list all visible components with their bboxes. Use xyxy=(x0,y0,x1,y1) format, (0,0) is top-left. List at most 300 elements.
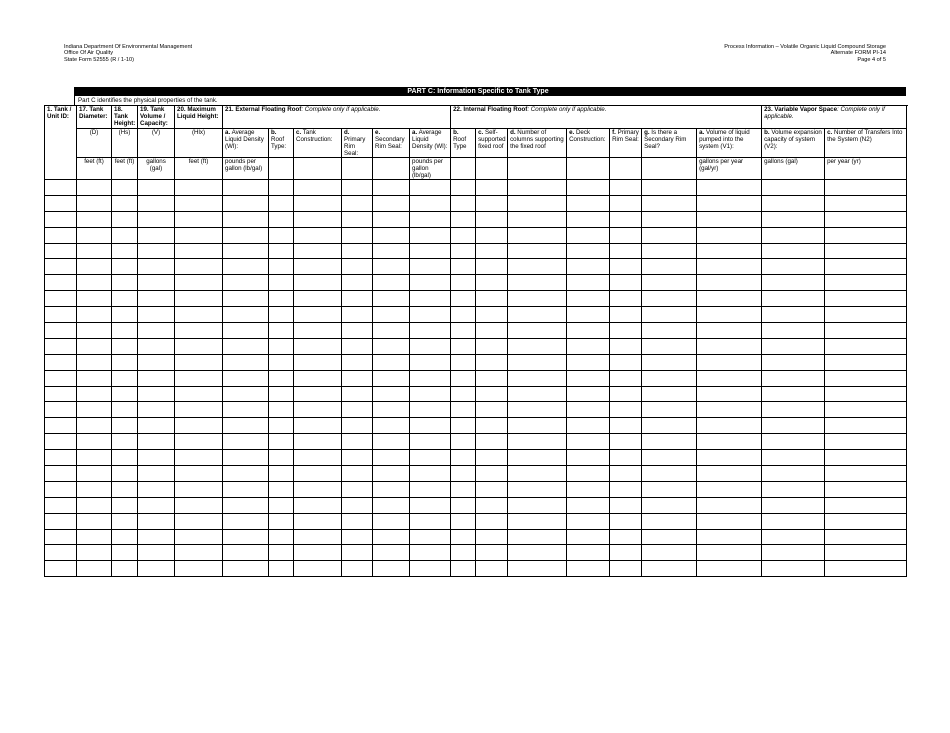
entry-cell[interactable] xyxy=(451,211,476,227)
entry-cell[interactable] xyxy=(77,307,112,323)
entry-cell[interactable] xyxy=(112,529,138,545)
entry-cell[interactable] xyxy=(508,370,567,386)
entry-cell[interactable] xyxy=(77,434,112,450)
entry-cell[interactable] xyxy=(373,386,410,402)
entry-cell[interactable] xyxy=(825,529,907,545)
entry-cell[interactable] xyxy=(410,338,451,354)
entry-cell[interactable] xyxy=(223,497,269,513)
entry-cell[interactable] xyxy=(294,354,342,370)
entry-cell[interactable] xyxy=(45,402,77,418)
entry-cell[interactable] xyxy=(642,418,697,434)
entry-cell[interactable] xyxy=(373,497,410,513)
entry-cell[interactable] xyxy=(476,370,508,386)
entry-cell[interactable] xyxy=(642,386,697,402)
entry-cell[interactable] xyxy=(45,466,77,482)
entry-cell[interactable] xyxy=(342,243,373,259)
entry-cell[interactable] xyxy=(642,338,697,354)
entry-cell[interactable] xyxy=(508,497,567,513)
entry-cell[interactable] xyxy=(476,259,508,275)
entry-cell[interactable] xyxy=(451,450,476,466)
entry-cell[interactable] xyxy=(269,497,294,513)
entry-cell[interactable] xyxy=(269,338,294,354)
entry-cell[interactable] xyxy=(451,354,476,370)
entry-cell[interactable] xyxy=(410,291,451,307)
entry-cell[interactable] xyxy=(697,211,762,227)
entry-cell[interactable] xyxy=(697,307,762,323)
entry-cell[interactable] xyxy=(138,513,175,529)
entry-cell[interactable] xyxy=(223,466,269,482)
entry-cell[interactable] xyxy=(45,386,77,402)
entry-cell[interactable] xyxy=(77,354,112,370)
entry-cell[interactable] xyxy=(697,354,762,370)
entry-cell[interactable] xyxy=(373,545,410,561)
entry-cell[interactable] xyxy=(410,211,451,227)
entry-cell[interactable] xyxy=(138,402,175,418)
entry-cell[interactable] xyxy=(476,180,508,196)
entry-cell[interactable] xyxy=(567,275,610,291)
entry-cell[interactable] xyxy=(825,323,907,339)
entry-cell[interactable] xyxy=(762,529,825,545)
entry-cell[interactable] xyxy=(410,481,451,497)
entry-cell[interactable] xyxy=(342,354,373,370)
entry-cell[interactable] xyxy=(825,195,907,211)
entry-cell[interactable] xyxy=(175,338,223,354)
entry-cell[interactable] xyxy=(451,227,476,243)
entry-cell[interactable] xyxy=(451,323,476,339)
entry-cell[interactable] xyxy=(342,545,373,561)
entry-cell[interactable] xyxy=(567,418,610,434)
entry-cell[interactable] xyxy=(762,386,825,402)
entry-cell[interactable] xyxy=(825,497,907,513)
entry-cell[interactable] xyxy=(642,370,697,386)
entry-cell[interactable] xyxy=(45,497,77,513)
entry-cell[interactable] xyxy=(825,418,907,434)
entry-cell[interactable] xyxy=(373,195,410,211)
entry-cell[interactable] xyxy=(342,402,373,418)
entry-cell[interactable] xyxy=(269,275,294,291)
entry-cell[interactable] xyxy=(373,513,410,529)
entry-cell[interactable] xyxy=(697,259,762,275)
entry-cell[interactable] xyxy=(410,386,451,402)
entry-cell[interactable] xyxy=(269,243,294,259)
entry-cell[interactable] xyxy=(77,545,112,561)
entry-cell[interactable] xyxy=(269,323,294,339)
entry-cell[interactable] xyxy=(610,195,642,211)
entry-cell[interactable] xyxy=(175,497,223,513)
entry-cell[interactable] xyxy=(697,386,762,402)
entry-cell[interactable] xyxy=(451,545,476,561)
entry-cell[interactable] xyxy=(175,402,223,418)
entry-cell[interactable] xyxy=(476,275,508,291)
entry-cell[interactable] xyxy=(175,323,223,339)
entry-cell[interactable] xyxy=(642,307,697,323)
entry-cell[interactable] xyxy=(45,545,77,561)
entry-cell[interactable] xyxy=(762,307,825,323)
entry-cell[interactable] xyxy=(610,386,642,402)
entry-cell[interactable] xyxy=(508,195,567,211)
entry-cell[interactable] xyxy=(567,291,610,307)
entry-cell[interactable] xyxy=(373,323,410,339)
entry-cell[interactable] xyxy=(112,275,138,291)
entry-cell[interactable] xyxy=(138,291,175,307)
entry-cell[interactable] xyxy=(476,561,508,577)
entry-cell[interactable] xyxy=(697,291,762,307)
entry-cell[interactable] xyxy=(138,275,175,291)
entry-cell[interactable] xyxy=(112,450,138,466)
entry-cell[interactable] xyxy=(476,195,508,211)
entry-cell[interactable] xyxy=(642,481,697,497)
entry-cell[interactable] xyxy=(451,291,476,307)
entry-cell[interactable] xyxy=(175,434,223,450)
entry-cell[interactable] xyxy=(112,561,138,577)
entry-cell[interactable] xyxy=(451,386,476,402)
entry-cell[interactable] xyxy=(410,434,451,450)
entry-cell[interactable] xyxy=(476,211,508,227)
entry-cell[interactable] xyxy=(45,259,77,275)
entry-cell[interactable] xyxy=(642,561,697,577)
entry-cell[interactable] xyxy=(45,180,77,196)
entry-cell[interactable] xyxy=(567,307,610,323)
entry-cell[interactable] xyxy=(373,259,410,275)
entry-cell[interactable] xyxy=(642,195,697,211)
entry-cell[interactable] xyxy=(508,338,567,354)
entry-cell[interactable] xyxy=(410,275,451,291)
entry-cell[interactable] xyxy=(610,323,642,339)
entry-cell[interactable] xyxy=(610,211,642,227)
entry-cell[interactable] xyxy=(508,354,567,370)
entry-cell[interactable] xyxy=(342,211,373,227)
entry-cell[interactable] xyxy=(45,323,77,339)
entry-cell[interactable] xyxy=(294,434,342,450)
entry-cell[interactable] xyxy=(410,259,451,275)
entry-cell[interactable] xyxy=(77,529,112,545)
entry-cell[interactable] xyxy=(175,545,223,561)
entry-cell[interactable] xyxy=(642,529,697,545)
entry-cell[interactable] xyxy=(762,481,825,497)
entry-cell[interactable] xyxy=(567,386,610,402)
entry-cell[interactable] xyxy=(610,227,642,243)
entry-cell[interactable] xyxy=(567,370,610,386)
entry-cell[interactable] xyxy=(451,529,476,545)
entry-cell[interactable] xyxy=(825,450,907,466)
entry-cell[interactable] xyxy=(294,323,342,339)
entry-cell[interactable] xyxy=(567,180,610,196)
entry-cell[interactable] xyxy=(45,307,77,323)
entry-cell[interactable] xyxy=(825,561,907,577)
entry-cell[interactable] xyxy=(112,513,138,529)
entry-cell[interactable] xyxy=(508,561,567,577)
entry-cell[interactable] xyxy=(762,434,825,450)
entry-cell[interactable] xyxy=(294,481,342,497)
entry-cell[interactable] xyxy=(508,481,567,497)
entry-cell[interactable] xyxy=(175,386,223,402)
entry-cell[interactable] xyxy=(610,354,642,370)
entry-cell[interactable] xyxy=(825,481,907,497)
entry-cell[interactable] xyxy=(138,497,175,513)
entry-cell[interactable] xyxy=(451,466,476,482)
entry-cell[interactable] xyxy=(269,386,294,402)
entry-cell[interactable] xyxy=(112,323,138,339)
entry-cell[interactable] xyxy=(567,545,610,561)
entry-cell[interactable] xyxy=(175,195,223,211)
entry-cell[interactable] xyxy=(269,227,294,243)
entry-cell[interactable] xyxy=(476,466,508,482)
entry-cell[interactable] xyxy=(762,275,825,291)
entry-cell[interactable] xyxy=(138,450,175,466)
entry-cell[interactable] xyxy=(508,211,567,227)
entry-cell[interactable] xyxy=(175,180,223,196)
entry-cell[interactable] xyxy=(697,338,762,354)
entry-cell[interactable] xyxy=(567,529,610,545)
entry-cell[interactable] xyxy=(610,497,642,513)
entry-cell[interactable] xyxy=(223,450,269,466)
entry-cell[interactable] xyxy=(508,259,567,275)
entry-cell[interactable] xyxy=(410,545,451,561)
entry-cell[interactable] xyxy=(476,529,508,545)
entry-cell[interactable] xyxy=(410,307,451,323)
entry-cell[interactable] xyxy=(45,370,77,386)
entry-cell[interactable] xyxy=(508,291,567,307)
entry-cell[interactable] xyxy=(294,307,342,323)
entry-cell[interactable] xyxy=(642,180,697,196)
entry-cell[interactable] xyxy=(508,243,567,259)
entry-cell[interactable] xyxy=(77,450,112,466)
entry-cell[interactable] xyxy=(610,243,642,259)
entry-cell[interactable] xyxy=(610,370,642,386)
entry-cell[interactable] xyxy=(642,434,697,450)
entry-cell[interactable] xyxy=(342,386,373,402)
entry-cell[interactable] xyxy=(45,513,77,529)
entry-cell[interactable] xyxy=(223,195,269,211)
entry-cell[interactable] xyxy=(697,227,762,243)
entry-cell[interactable] xyxy=(508,529,567,545)
entry-cell[interactable] xyxy=(476,243,508,259)
entry-cell[interactable] xyxy=(112,307,138,323)
entry-cell[interactable] xyxy=(825,307,907,323)
entry-cell[interactable] xyxy=(112,386,138,402)
entry-cell[interactable] xyxy=(45,529,77,545)
entry-cell[interactable] xyxy=(269,450,294,466)
entry-cell[interactable] xyxy=(825,354,907,370)
entry-cell[interactable] xyxy=(223,291,269,307)
entry-cell[interactable] xyxy=(762,195,825,211)
entry-cell[interactable] xyxy=(77,259,112,275)
entry-cell[interactable] xyxy=(269,545,294,561)
entry-cell[interactable] xyxy=(762,211,825,227)
entry-cell[interactable] xyxy=(410,180,451,196)
entry-cell[interactable] xyxy=(567,450,610,466)
entry-cell[interactable] xyxy=(45,418,77,434)
entry-cell[interactable] xyxy=(410,418,451,434)
entry-cell[interactable] xyxy=(269,354,294,370)
entry-cell[interactable] xyxy=(223,418,269,434)
entry-cell[interactable] xyxy=(825,545,907,561)
entry-cell[interactable] xyxy=(697,561,762,577)
entry-cell[interactable] xyxy=(175,450,223,466)
entry-cell[interactable] xyxy=(451,195,476,211)
entry-cell[interactable] xyxy=(373,180,410,196)
entry-cell[interactable] xyxy=(762,227,825,243)
entry-cell[interactable] xyxy=(476,418,508,434)
entry-cell[interactable] xyxy=(451,402,476,418)
entry-cell[interactable] xyxy=(610,545,642,561)
entry-cell[interactable] xyxy=(451,370,476,386)
entry-cell[interactable] xyxy=(373,370,410,386)
entry-cell[interactable] xyxy=(77,370,112,386)
entry-cell[interactable] xyxy=(697,481,762,497)
entry-cell[interactable] xyxy=(112,291,138,307)
entry-cell[interactable] xyxy=(697,545,762,561)
entry-cell[interactable] xyxy=(451,434,476,450)
entry-cell[interactable] xyxy=(410,513,451,529)
entry-cell[interactable] xyxy=(476,386,508,402)
entry-cell[interactable] xyxy=(697,450,762,466)
entry-cell[interactable] xyxy=(223,402,269,418)
entry-cell[interactable] xyxy=(138,418,175,434)
entry-cell[interactable] xyxy=(642,545,697,561)
entry-cell[interactable] xyxy=(697,513,762,529)
entry-cell[interactable] xyxy=(567,434,610,450)
entry-cell[interactable] xyxy=(342,259,373,275)
entry-cell[interactable] xyxy=(223,386,269,402)
entry-cell[interactable] xyxy=(175,481,223,497)
entry-cell[interactable] xyxy=(138,211,175,227)
entry-cell[interactable] xyxy=(642,259,697,275)
entry-cell[interactable] xyxy=(508,227,567,243)
entry-cell[interactable] xyxy=(508,402,567,418)
entry-cell[interactable] xyxy=(269,513,294,529)
entry-cell[interactable] xyxy=(410,561,451,577)
entry-cell[interactable] xyxy=(342,370,373,386)
entry-cell[interactable] xyxy=(77,275,112,291)
entry-cell[interactable] xyxy=(373,450,410,466)
entry-cell[interactable] xyxy=(825,180,907,196)
entry-cell[interactable] xyxy=(451,338,476,354)
entry-cell[interactable] xyxy=(77,243,112,259)
entry-cell[interactable] xyxy=(175,561,223,577)
entry-cell[interactable] xyxy=(373,466,410,482)
entry-cell[interactable] xyxy=(294,545,342,561)
entry-cell[interactable] xyxy=(112,243,138,259)
entry-cell[interactable] xyxy=(762,466,825,482)
entry-cell[interactable] xyxy=(342,434,373,450)
entry-cell[interactable] xyxy=(112,354,138,370)
entry-cell[interactable] xyxy=(762,450,825,466)
entry-cell[interactable] xyxy=(294,291,342,307)
entry-cell[interactable] xyxy=(642,450,697,466)
entry-cell[interactable] xyxy=(138,529,175,545)
entry-cell[interactable] xyxy=(223,545,269,561)
entry-cell[interactable] xyxy=(294,243,342,259)
entry-cell[interactable] xyxy=(451,307,476,323)
entry-cell[interactable] xyxy=(476,450,508,466)
entry-cell[interactable] xyxy=(223,370,269,386)
entry-cell[interactable] xyxy=(373,481,410,497)
entry-cell[interactable] xyxy=(373,354,410,370)
entry-cell[interactable] xyxy=(762,338,825,354)
entry-cell[interactable] xyxy=(138,259,175,275)
entry-cell[interactable] xyxy=(45,211,77,227)
entry-cell[interactable] xyxy=(138,481,175,497)
entry-cell[interactable] xyxy=(825,275,907,291)
entry-cell[interactable] xyxy=(825,513,907,529)
entry-cell[interactable] xyxy=(567,497,610,513)
entry-cell[interactable] xyxy=(762,497,825,513)
entry-cell[interactable] xyxy=(373,211,410,227)
entry-cell[interactable] xyxy=(175,227,223,243)
entry-cell[interactable] xyxy=(451,275,476,291)
entry-cell[interactable] xyxy=(825,338,907,354)
entry-cell[interactable] xyxy=(451,481,476,497)
entry-cell[interactable] xyxy=(697,323,762,339)
entry-cell[interactable] xyxy=(476,434,508,450)
entry-cell[interactable] xyxy=(642,497,697,513)
entry-cell[interactable] xyxy=(567,513,610,529)
entry-cell[interactable] xyxy=(269,402,294,418)
entry-cell[interactable] xyxy=(342,338,373,354)
entry-cell[interactable] xyxy=(373,243,410,259)
entry-cell[interactable] xyxy=(567,227,610,243)
entry-cell[interactable] xyxy=(410,195,451,211)
entry-cell[interactable] xyxy=(269,529,294,545)
entry-cell[interactable] xyxy=(269,180,294,196)
entry-cell[interactable] xyxy=(223,561,269,577)
entry-cell[interactable] xyxy=(476,481,508,497)
entry-cell[interactable] xyxy=(410,243,451,259)
entry-cell[interactable] xyxy=(175,418,223,434)
entry-cell[interactable] xyxy=(610,418,642,434)
entry-cell[interactable] xyxy=(642,466,697,482)
entry-cell[interactable] xyxy=(610,180,642,196)
entry-cell[interactable] xyxy=(610,402,642,418)
entry-cell[interactable] xyxy=(223,307,269,323)
entry-cell[interactable] xyxy=(77,481,112,497)
entry-cell[interactable] xyxy=(294,561,342,577)
entry-cell[interactable] xyxy=(508,386,567,402)
entry-cell[interactable] xyxy=(508,323,567,339)
entry-cell[interactable] xyxy=(451,243,476,259)
entry-cell[interactable] xyxy=(476,323,508,339)
entry-cell[interactable] xyxy=(175,243,223,259)
entry-cell[interactable] xyxy=(567,481,610,497)
entry-cell[interactable] xyxy=(294,450,342,466)
entry-cell[interactable] xyxy=(138,386,175,402)
entry-cell[interactable] xyxy=(825,211,907,227)
entry-cell[interactable] xyxy=(410,497,451,513)
entry-cell[interactable] xyxy=(373,275,410,291)
entry-cell[interactable] xyxy=(410,354,451,370)
entry-cell[interactable] xyxy=(45,338,77,354)
entry-cell[interactable] xyxy=(342,275,373,291)
entry-cell[interactable] xyxy=(175,466,223,482)
entry-cell[interactable] xyxy=(269,481,294,497)
entry-cell[interactable] xyxy=(825,466,907,482)
entry-cell[interactable] xyxy=(762,180,825,196)
entry-cell[interactable] xyxy=(294,338,342,354)
entry-cell[interactable] xyxy=(77,180,112,196)
entry-cell[interactable] xyxy=(269,211,294,227)
entry-cell[interactable] xyxy=(825,386,907,402)
entry-cell[interactable] xyxy=(175,259,223,275)
entry-cell[interactable] xyxy=(138,323,175,339)
entry-cell[interactable] xyxy=(342,561,373,577)
entry-cell[interactable] xyxy=(269,434,294,450)
entry-cell[interactable] xyxy=(610,275,642,291)
entry-cell[interactable] xyxy=(762,561,825,577)
entry-cell[interactable] xyxy=(45,227,77,243)
entry-cell[interactable] xyxy=(112,195,138,211)
entry-cell[interactable] xyxy=(610,529,642,545)
